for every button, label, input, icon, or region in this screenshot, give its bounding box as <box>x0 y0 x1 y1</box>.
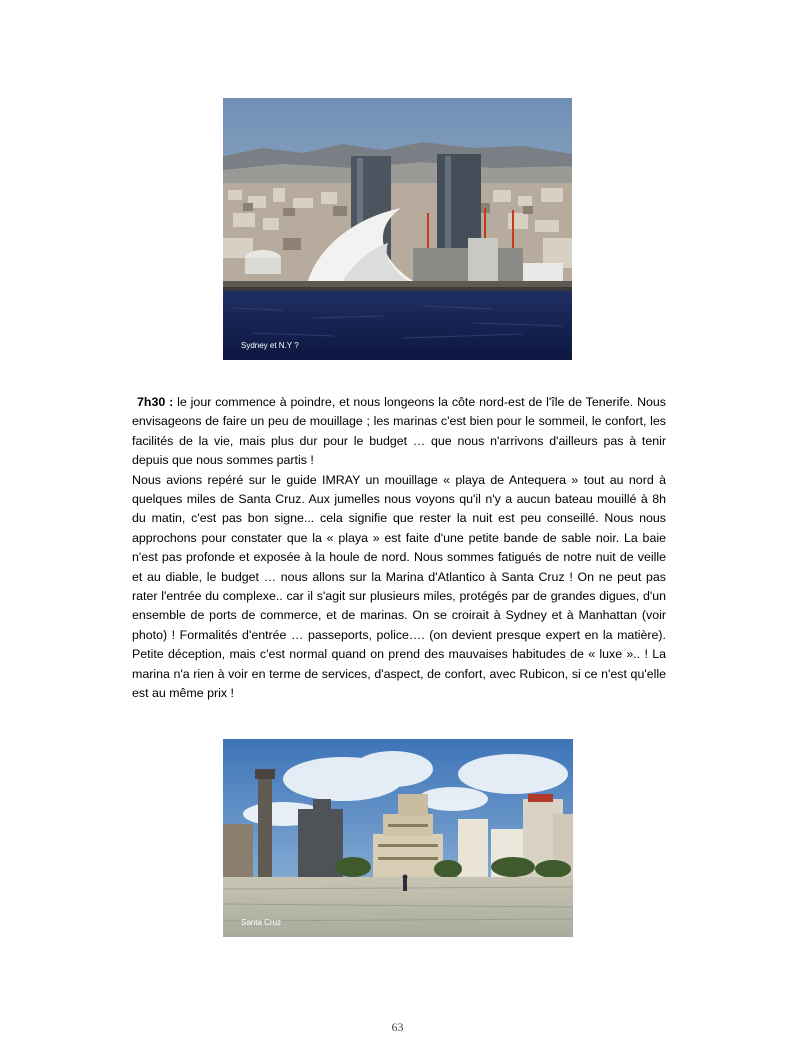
paragraph <box>132 393 666 471</box>
photo-sydney-ny <box>223 98 572 360</box>
photo-santa-cruz-image <box>223 739 573 937</box>
article-body <box>132 393 666 704</box>
paragraph: Nous avions repéré sur le guide IMRAY un mouillage « playa de Antequera » tout au nord à quelques miles de Santa Cruz. Aux jumelles nous voyons qu'il n'y a aucun bateau mouillé à 8h du matin, c'est pas bon signe... cela signifie que rester la nuit est peu conseillé. Nous nous approchons pour constater que la « playa » est faite d'une petite bande de sable noir. La baie n'est pas profonde et exposée à la houle de nord. Nous sommes fatigués de notre nuit de veille et au diable, le budget … nous allons sur la Marina d'Atlantico à Santa Cruz ! On ne peut pas rater l'entrée du complexe.. car il s'agit sur plusieurs miles, protégés par de grandes digues, d'un ensemble de ports de commerce, et de marinas. On se croirait à Sydney et à Manhattan (voir photo) ! Formalités d'entrée … passeports, police…. (on devient presque expert en la matière). Petite déception, mais c'est normal quand on prend des mauvaises habitudes de « luxe ».. ! La marina n'a rien à voir en terme de services, d'aspect, de confort, avec Rubicon, si ce n'est qu'elle est au même prix ! <box>132 472 666 701</box>
photo-caption: Sydney et N.Y ? <box>241 341 299 350</box>
page-number: 63 <box>391 1020 404 1034</box>
photo-sydney-ny-image <box>223 98 572 360</box>
photo-caption: Santa Cruz <box>241 918 282 927</box>
paragraph-text: le jour commence à poindre, et nous longeons la côte nord-est de l'île de Tenerife. Nous envisageons de faire un peu de mouillage ; les marinas c'est bien pour le sommeil, le confort, les facilités de la vie, mais plus dur pour le budget … que nous n'arrivons d'ailleurs pas à tenir depuis que nous sommes partis ! <box>132 395 666 468</box>
time-label: 7h30 : <box>137 395 174 409</box>
photo-santa-cruz <box>223 739 573 937</box>
